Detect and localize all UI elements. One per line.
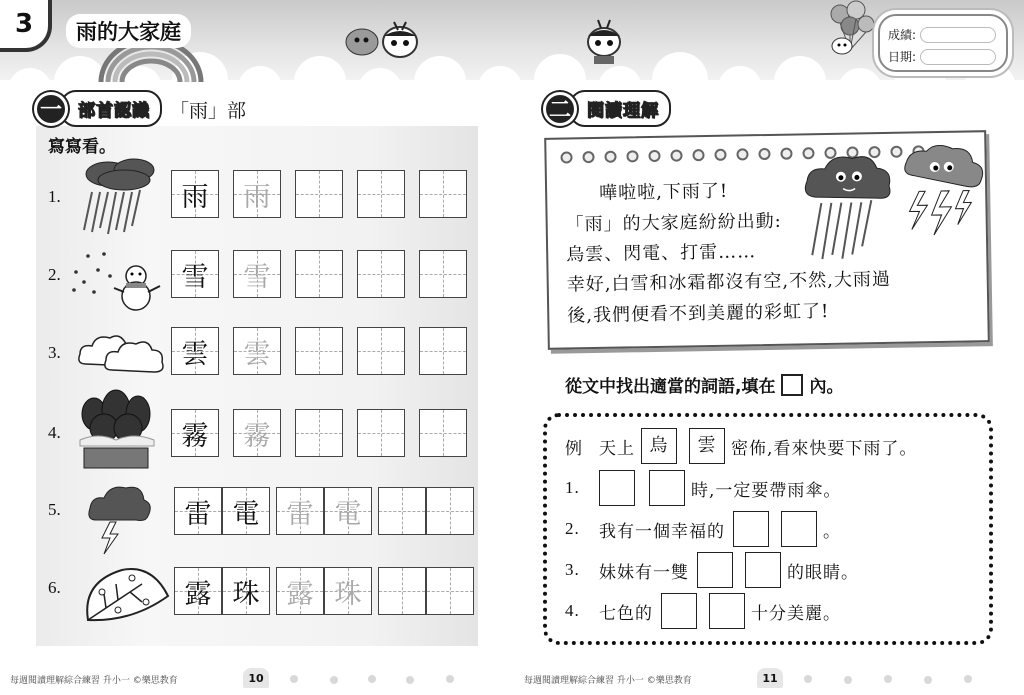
question-number: 3. bbox=[565, 560, 580, 579]
trace-box[interactable] bbox=[233, 409, 281, 457]
date-label: 日期: bbox=[888, 50, 917, 64]
question-text: 密佈,看來快要下雨了。 bbox=[731, 438, 918, 459]
item-number: 4. bbox=[48, 423, 61, 442]
instruction-text-end: 內。 bbox=[809, 377, 844, 397]
model-character: 霧 bbox=[181, 420, 209, 452]
score-field[interactable] bbox=[920, 27, 996, 43]
story-card bbox=[544, 130, 990, 350]
writing-box[interactable] bbox=[419, 327, 467, 375]
footer-dot bbox=[964, 675, 972, 683]
character-box bbox=[171, 250, 219, 298]
story-line: 烏雲、閃電、打雷…… bbox=[566, 241, 757, 266]
character-box bbox=[171, 170, 219, 218]
example-label: 例 bbox=[565, 438, 583, 458]
question-number: 1. bbox=[565, 478, 580, 497]
lesson-number-badge: 3 bbox=[0, 0, 52, 52]
trace-character: 雨 bbox=[243, 181, 271, 213]
instruction-text: 從文中找出適當的詞語,填在 bbox=[565, 377, 776, 397]
bee-umbrella-icon bbox=[580, 14, 630, 68]
question-text: 時,一定要帶雨傘。 bbox=[691, 480, 842, 501]
trace-character: 電 bbox=[334, 498, 362, 530]
section-number: 二 bbox=[543, 92, 577, 126]
thunder-cloud-icon bbox=[86, 480, 152, 556]
bee-characters-icon bbox=[344, 18, 424, 64]
trace-box[interactable] bbox=[324, 487, 372, 535]
character-box bbox=[171, 409, 219, 457]
answer-box[interactable] bbox=[649, 470, 685, 506]
binder-hole bbox=[648, 150, 660, 162]
score-label: 成績: bbox=[888, 28, 917, 42]
character-box bbox=[174, 487, 222, 535]
question-number: 2. bbox=[565, 519, 580, 538]
writing-box[interactable] bbox=[378, 487, 426, 535]
writing-box[interactable] bbox=[419, 170, 467, 218]
story-line: 幸好,白雪和冰霜都沒有空,不然,大雨過 bbox=[566, 268, 892, 296]
footer-dot bbox=[290, 675, 298, 683]
section-two-header bbox=[543, 90, 671, 127]
example-answer-box: 烏 bbox=[641, 428, 677, 464]
binder-hole bbox=[736, 148, 748, 160]
writing-box[interactable] bbox=[426, 487, 474, 535]
trace-character: 雲 bbox=[243, 338, 271, 370]
model-character: 露 bbox=[184, 578, 212, 610]
story-line: 嘩啦啦,下雨了! bbox=[598, 180, 729, 204]
trace-character: 霧 bbox=[243, 420, 271, 452]
model-character: 珠 bbox=[232, 578, 260, 610]
item-number: 2. bbox=[48, 265, 61, 284]
question-text: 的眼睛。 bbox=[787, 562, 859, 583]
answer-box[interactable] bbox=[661, 593, 697, 629]
writing-box[interactable] bbox=[419, 250, 467, 298]
question-row bbox=[565, 511, 841, 547]
footer-dot bbox=[804, 675, 812, 683]
question-row bbox=[565, 470, 841, 506]
question-number: 4. bbox=[565, 601, 580, 620]
question-row bbox=[565, 593, 841, 629]
character-box bbox=[222, 567, 270, 615]
character-box bbox=[171, 327, 219, 375]
foggy-trees-icon bbox=[78, 388, 156, 470]
footer-dot bbox=[446, 675, 454, 683]
section-title: 部首認識 bbox=[60, 90, 162, 127]
footer-dot bbox=[844, 676, 852, 684]
model-character: 雷 bbox=[184, 498, 212, 530]
trace-character: 雪 bbox=[243, 261, 271, 293]
example-answer-box: 雲 bbox=[689, 428, 725, 464]
exercise-instruction bbox=[565, 372, 843, 397]
trace-box[interactable] bbox=[233, 327, 281, 375]
question-text: 妹妹有一雙 bbox=[599, 562, 689, 583]
binder-hole bbox=[604, 151, 616, 163]
binder-hole bbox=[714, 149, 726, 161]
model-character: 雨 bbox=[181, 181, 209, 213]
footer-dot bbox=[330, 676, 338, 684]
balloons-icon bbox=[826, 0, 878, 60]
trace-box[interactable] bbox=[324, 567, 372, 615]
binder-hole bbox=[560, 151, 572, 163]
binder-hole bbox=[582, 151, 594, 163]
page-number: 11 bbox=[757, 668, 783, 688]
answer-box[interactable] bbox=[781, 511, 817, 547]
footer-dot bbox=[924, 676, 932, 684]
answer-box[interactable] bbox=[745, 552, 781, 588]
section-one-header bbox=[34, 90, 162, 127]
model-character: 電 bbox=[232, 498, 260, 530]
footer-publisher: 每週閱讀理解綜合練習 升小一 ©樂思教育 bbox=[10, 676, 178, 686]
example-row bbox=[565, 428, 917, 464]
writing-box[interactable] bbox=[295, 327, 343, 375]
radical-heading: 「雨」部 bbox=[170, 100, 247, 122]
score-date-box bbox=[878, 14, 1008, 72]
footer-dot bbox=[406, 676, 414, 684]
footer-dot bbox=[884, 675, 892, 683]
page-number: 10 bbox=[243, 668, 269, 688]
item-number: 3. bbox=[48, 343, 61, 362]
trace-character: 雷 bbox=[286, 498, 314, 530]
question-text: 天上 bbox=[599, 438, 635, 459]
question-row bbox=[565, 552, 859, 588]
item-number: 1. bbox=[48, 187, 61, 206]
character-box bbox=[222, 487, 270, 535]
question-text: 十分美麗。 bbox=[751, 603, 841, 624]
footer-publisher: 每週閱讀理解綜合練習 升小一 ©樂思教育 bbox=[524, 676, 692, 686]
item-number: 5. bbox=[48, 500, 61, 519]
writing-box[interactable] bbox=[295, 250, 343, 298]
writing-box[interactable] bbox=[357, 409, 405, 457]
date-field[interactable] bbox=[920, 49, 996, 65]
trace-box[interactable] bbox=[276, 567, 324, 615]
writing-box[interactable] bbox=[419, 409, 467, 457]
trace-character: 露 bbox=[286, 578, 314, 610]
story-line: 「雨」的大家庭紛紛出動: bbox=[565, 210, 782, 236]
snowman-icon bbox=[70, 246, 164, 312]
lesson-title: 雨的大家庭 bbox=[66, 14, 191, 48]
question-text: 。 bbox=[823, 521, 841, 542]
storm-clouds-icon bbox=[800, 144, 992, 267]
question-text: 我有一個幸福的 bbox=[599, 521, 725, 542]
answer-box[interactable] bbox=[697, 552, 733, 588]
question-text: 七色的 bbox=[599, 603, 653, 624]
dewy-leaf-icon bbox=[82, 562, 170, 624]
writing-box[interactable] bbox=[357, 170, 405, 218]
trace-box[interactable] bbox=[233, 170, 281, 218]
binder-hole bbox=[780, 148, 792, 160]
writing-box[interactable] bbox=[426, 567, 474, 615]
answer-box[interactable] bbox=[599, 470, 635, 506]
writing-box[interactable] bbox=[378, 567, 426, 615]
writing-box[interactable] bbox=[295, 409, 343, 457]
rain-cloud-icon bbox=[80, 156, 162, 236]
writing-box[interactable] bbox=[357, 250, 405, 298]
model-character: 雪 bbox=[181, 261, 209, 293]
section-title: 閱讀理解 bbox=[569, 90, 671, 127]
exercise-box bbox=[543, 413, 993, 645]
model-character: 雲 bbox=[181, 338, 209, 370]
trace-box[interactable] bbox=[233, 250, 281, 298]
practice-instruction: 寫寫看。 bbox=[48, 137, 116, 157]
writing-box[interactable] bbox=[357, 327, 405, 375]
clouds-icon bbox=[76, 324, 166, 376]
binder-hole bbox=[626, 150, 638, 162]
answer-box[interactable] bbox=[733, 511, 769, 547]
story-line: 後,我們便看不到美麗的彩虹了! bbox=[567, 300, 830, 327]
section-number: 一 bbox=[34, 92, 68, 126]
character-box bbox=[174, 567, 222, 615]
answer-box[interactable] bbox=[709, 593, 745, 629]
trace-character: 珠 bbox=[334, 578, 362, 610]
footer-dot bbox=[368, 675, 376, 683]
blank-box-icon bbox=[781, 374, 803, 396]
writing-box[interactable] bbox=[295, 170, 343, 218]
binder-hole bbox=[758, 148, 770, 160]
binder-hole bbox=[670, 149, 682, 161]
item-number: 6. bbox=[48, 578, 61, 597]
binder-hole bbox=[692, 149, 704, 161]
trace-box[interactable] bbox=[276, 487, 324, 535]
